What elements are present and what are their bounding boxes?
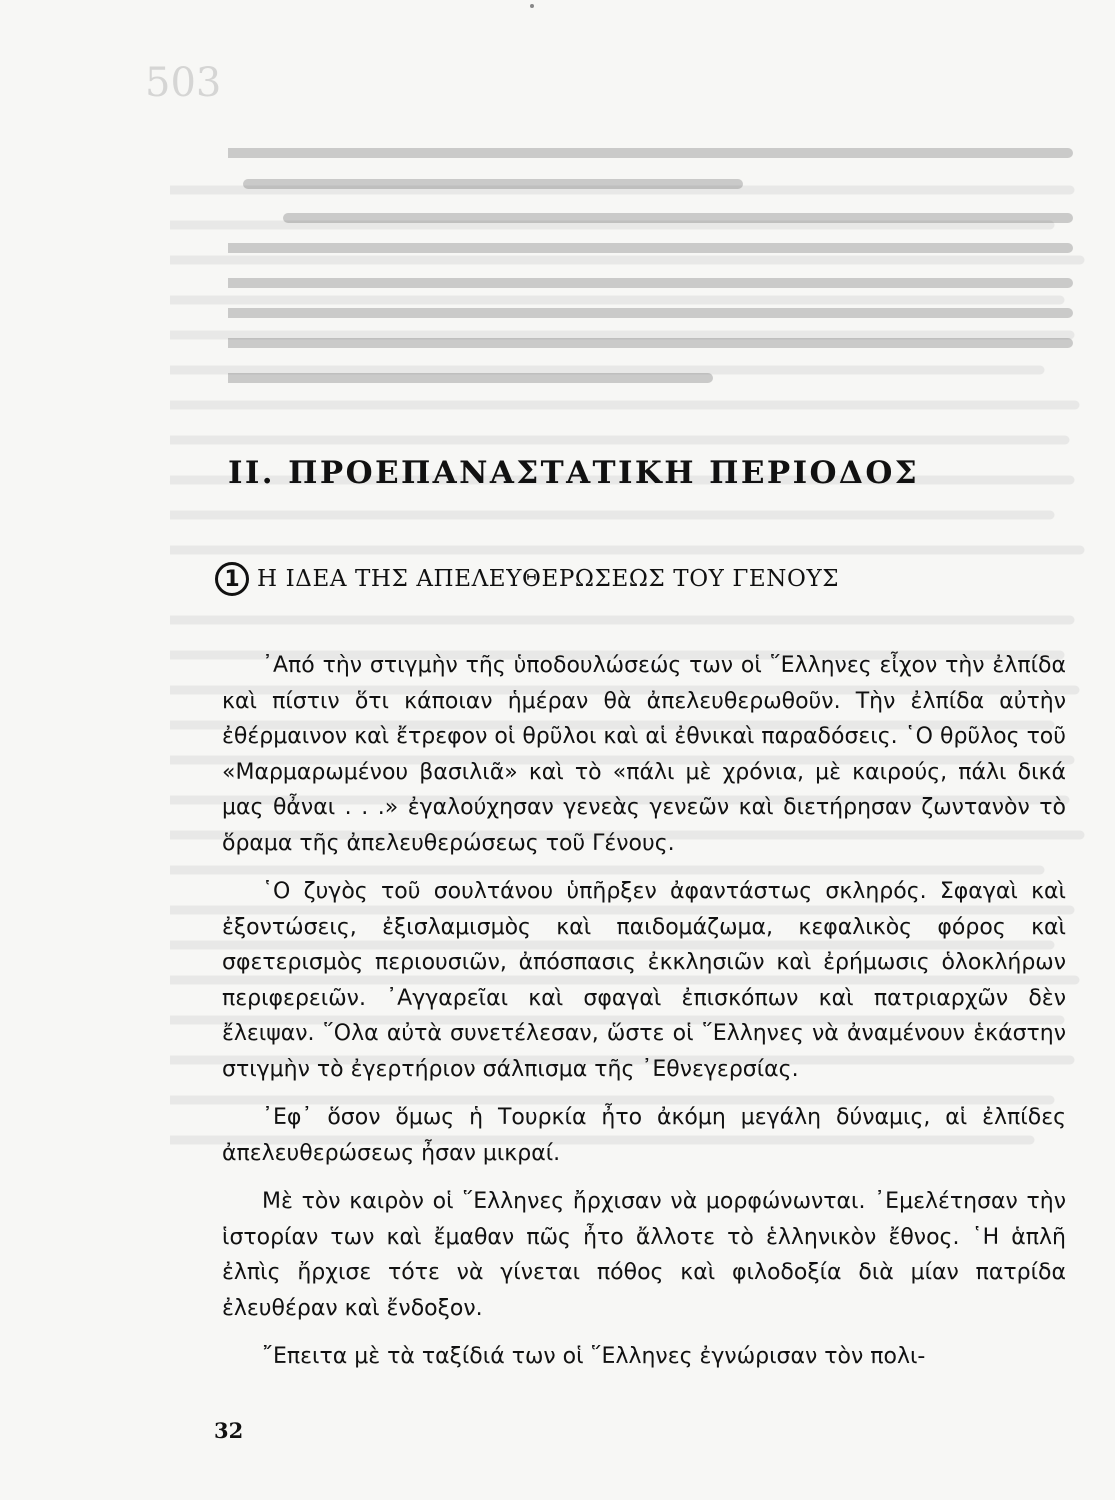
page-number: 32 xyxy=(214,1418,244,1443)
printing-speck xyxy=(530,4,534,8)
paragraph: ᾿Από τὴν στιγμὴν τῆς ὑποδουλώσεώς των οἱ ῞Ελληνες εἶχον τὴν ἐλπίδα καὶ πίστιν ὅτι κάποιαν ἡμέραν θὰ ἀπελευθερωθοῦν. Τὴν ἐλπίδα αὐτὴν ἐθέρμαινον καὶ ἔτρεφον οἱ θρῦλοι καὶ αἱ ἐθνικαὶ παραδόσεις. ῾Ο θρῦλος τοῦ «Μαρμαρωμένου βασιλιᾶ» καὶ τὸ «πάλι μὲ χρόνια, μὲ καιρούς, πάλι δικά μας θἆναι . . .» ἐγαλούχησαν γενεὰς γενεῶν καὶ διετήρησαν ζωντανὸν τὸ ὅραμα τῆς ἀπελευθερώσεως τοῦ Γένους. xyxy=(222,653,1066,856)
paragraph: Μὲ τὸν καιρὸν οἱ ῞Ελληνες ἤρχισαν νὰ μορφώνωνται. ᾿Εμελέτησαν τὴν ἱστορίαν των καὶ ἔμαθαν πῶς ἦτο ἄλλοτε τὸ ἑλληνικὸν ἔθνος. ῾Η ἁπλῆ ἐλπὶς ἤρχισε τότε νὰ γίνεται πόθος καὶ φιλοδοξία διὰ μίαν πατρίδα ἐλευθέραν καὶ ἔνδοξον. xyxy=(222,1189,1066,1321)
section-heading xyxy=(215,562,995,596)
bleed-through-mark: 503 xyxy=(145,60,222,106)
faint-upper-text xyxy=(228,118,1078,427)
paragraph: ῾Ο ζυγὸς τοῦ σουλτάνου ὑπῆρξεν ἀφαντάστως σκληρός. Σφαγαὶ καὶ ἐξοντώσεις, ἐξισλαμισμὸς καὶ παιδομάζωμα, κεφαλικὸς φόρος καὶ σφετερισμὸς περιουσιῶν, ἀπόσπασις ἐκκλησιῶν καὶ ἐρήμωσις ὁλοκλήρων περιφερειῶν. ᾿Αγγαρεῖαι καὶ σφαγαὶ ἐπισκόπων καὶ πατριαρχῶν δὲν ἔλειψαν. ῞Ολα αὐτὰ συνετέλεσαν, ὥστε οἱ ῞Ελληνες νὰ ἀναμένουν ἑκάστην στιγμὴν τὸ ἐγερτήριον σάλπισμα τῆς ᾿Εθνεγερσίας. xyxy=(222,879,1066,1082)
paragraph: ᾿Εφ᾿ ὅσον ὅμως ἡ Τουρκία ἦτο ἀκόμη μεγάλη δύναμις, αἱ ἐλπίδες ἀπελευθερώσεως ἦσαν μικραί. xyxy=(222,1105,1066,1166)
paragraph: ῎Επειτα μὲ τὰ ταξίδιά των οἱ ῞Ελληνες ἐγνώρισαν τὸν πολι- xyxy=(262,1344,926,1369)
faint-upper-lines xyxy=(228,118,1078,418)
body-text xyxy=(222,648,1066,1375)
section-title: Η ΙΔΕΑ ΤΗΣ ΑΠΕΛΕΥΘΕΡΩΣΕΩΣ ΤΟΥ ΓΕΝΟΥΣ xyxy=(257,566,840,592)
section-number-badge: 1 xyxy=(215,562,249,596)
chapter-title: II. ΠΡΟΕΠΑΝΑΣΤΑΤΙΚΗ ΠΕΡΙΟΔΟΣ xyxy=(228,455,920,491)
